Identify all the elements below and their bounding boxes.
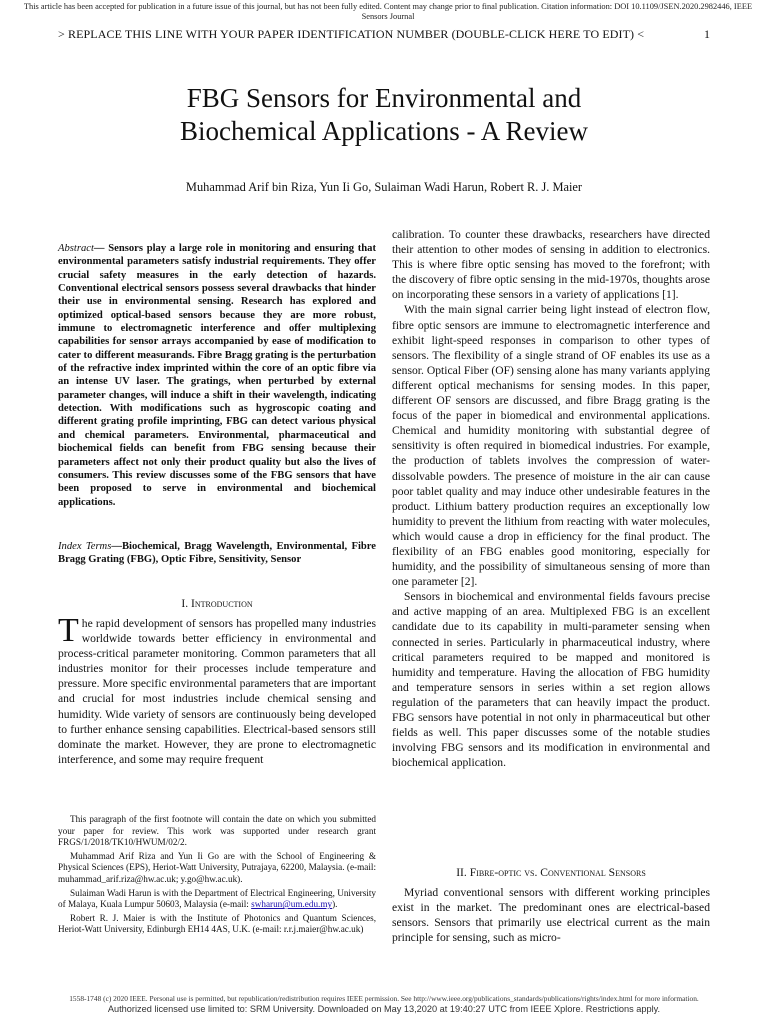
right-column-body: [392, 227, 710, 770]
abstract-label: Abstract: [58, 243, 94, 254]
paper-title: [60, 82, 708, 148]
right-paragraph-2: With the main signal carrier being light instead of electron flow, fibre optic sensors are immune to electromagnetic interference and exhibit light-speed responses in comparison to other types of sensors. The flexibility of a single strand of OF enables its use as a sensor. Optical Fiber (OF) sensing alone has many variants applying different optical mechanisms for sensing modes. In this paper, different OF sensors are discussed, and fibre Bragg grating is the focus of the paper in biomedical and environmental applications. Chemical and humidity monitoring with substantial degree of sensitivity is often required in biomedical industries. For example, the production of tablets involves the compression of water-dissolvable powders. The presence of moisture in the air can cause poor tablet quality and may induce other undesirable features in the product. Lithium battery production requires an exceptionally low humidity to prevent the lithium from reacting with water molecules, which would cause a drop in efficiency for the final product. The flexibility of an FBG enables good monitoring, especially for humidity, and the possibility of simultaneous sensing of more than one parameter [2].: [392, 303, 710, 589]
footnote-4: Robert R. J. Maier is with the Institute of Photonics and Quantum Sciences, Heriot-Watt University, Edinburgh EH14 4AS, U.K. (e-mail: r.r.j.maier@hw.ac.uk): [58, 912, 376, 935]
section2-paragraph-1: Myriad conventional sensors with different working principles exist in the market. The predominant ones are electrical-based sensors. Sensors that primarily use electrical current as the main principle for sensing, such as micro-: [392, 886, 710, 945]
copyright-footer: 1558-1748 (c) 2020 IEEE. Personal use is permitted, but republication/redistribution requires IEEE permission. See http://www.ieee.org/publications_standards/publications/rights/index.html for more information.: [69, 994, 699, 1003]
right-paragraph-3: Sensors in biochemical and environmental fields favours precise and active mapping of an area. Multiplexed FBG is an excellent candidate due to its capability in multi-parameter sensing when connected in series. Particularly in pharmaceutical industry, where critical parameters required to be mapped and monitored is humidity and temperature. Having the allocation of FBG humidity and temperature sensors in series within a set region allows regulation of the parameters that can heavily impact the product. FBG sensors have potential in not only in pharmaceutical but other fields as well. This paper discusses some of the notable studies involving FBG sensors and its modification in environmental and biochemical application.: [392, 590, 710, 770]
drop-cap: T: [58, 612, 79, 649]
footnote-3: [58, 888, 376, 911]
email-link[interactable]: swharun@um.edu.my: [251, 899, 333, 910]
index-terms: [58, 540, 376, 567]
footnote-3-post: ).: [332, 899, 338, 910]
title-line-1: FBG Sensors for Environmental and: [186, 83, 582, 113]
footnotes: [58, 814, 376, 938]
abstract-text: — Sensors play a large role in monitoring and ensuring that environmental parameters satisfy industrial requirements. They offer crucial safety measures in the early detection of hazards. Conventional electrical sensors possess several drawbacks that hinder their use in environmental sensing. Research has explored and optimized optical-based sensors because they are more robust, immune to electromagnetic interference and offer multiplexing capabilities for sensor arrays accompanied by ease of modification to cater to different measurands. Fibre Bragg grating is the perturbation of the refractive index imprinted within the core of an optic fibre via an intense UV laser. The gratings, when perturbed by external parameter changes, will induce a shift in their wavelength, indicating detection. With modifications such as hygroscopic coating and different grating profile imprinting, FBG can detect various physical and chemical parameters. Environmental, pharmaceutical and biochemical fields can benefit from FBG sensing because their parameters affect not only their product quality but also the lives of consumers. This review discusses some of the FBG sensors that have been proposed to serve in environmental and biochemical applications.: [58, 243, 376, 508]
footnote-1: This paragraph of the first footnote will contain the date on which you submitted your paper for review. This work was supported under research grant FRGS/1/2018/TK10/HWUM/02/2.: [58, 814, 376, 848]
journal-notice: This article has been accepted for publication in a future issue of this journal, but has not been fully edited. Content may change prior to final publication. Citation information: DOI 10.1109/JSEN.2020.2982446, IEEE Sensors Journal: [23, 2, 753, 21]
abstract: [58, 242, 376, 509]
introduction-body: [58, 612, 376, 767]
index-terms-label: Index Terms: [58, 541, 112, 552]
footnote-2: Muhammad Arif Riza and Yun Ii Go are with the School of Engineering & Physical Sciences (EPS), Heriot-Watt University, Putrajaya, 62200, Malaysia. (e-mail: muhammad_arif.riza@hw.ac.uk; y.go@hw.ac.uk).: [58, 850, 376, 884]
index-terms-text: —Biochemical, Bragg Wavelength, Environmental, Fibre Bragg Grating (FBG), Optic Fibre, Sensitivity, Sensor: [58, 541, 376, 566]
license-footer: Authorized licensed use limited to: SRM University. Downloaded on May 13,2020 at 19:40:27 UTC from IEEE Xplore. Restrictions apply.: [107, 1004, 661, 1014]
title-line-2: Biochemical Applications - A Review: [180, 116, 588, 146]
author-list: Muhammad Arif bin Riza, Yun Ii Go, Sulaiman Wadi Harun, Robert R. J. Maier: [185, 180, 583, 194]
section2-body: [392, 885, 710, 945]
section-heading-introduction: I. Introduction: [181, 597, 253, 610]
section-heading-fibre-optic: II. Fibre-optic vs. Conventional Sensors: [456, 866, 646, 879]
paper-id-line: > REPLACE THIS LINE WITH YOUR PAPER IDENTIFICATION NUMBER (DOUBLE-CLICK HERE TO EDIT) <: [58, 27, 645, 41]
footnote-3-pre: Sulaiman Wadi Harun is with the Department of Electrical Engineering, University of Malaya, Kuala Lumpur 50603, Malaysia (e-mail:: [58, 887, 376, 910]
page-number: 1: [704, 27, 710, 41]
right-paragraph-1: calibration. To counter these drawbacks, researchers have directed their attention to other modes of sensing in addition to electronics. This is where fibre optic sensing has moved to the forefront; with the discovery of fibre optic sensing in the mid-1970s, thoughts arose on incorporating these sensors in a variety of applications [1].: [392, 228, 710, 302]
intro-paragraph-1: he rapid development of sensors has propelled many industries worldwide towards better efficiency in environmental and process-critical parameter monitoring. Common parameters that all industries monitor for their processes include temperature and pressure. More specific environmental parameters that are important and crucial for most industries include chemical sensing and humidity. Wide variety of sensors are continuously being developed to further enhance sensing capabilities. Electrical-based sensors still dominate the market. However, they are prone to electromagnetic interference, and some may require frequent: [58, 617, 376, 766]
